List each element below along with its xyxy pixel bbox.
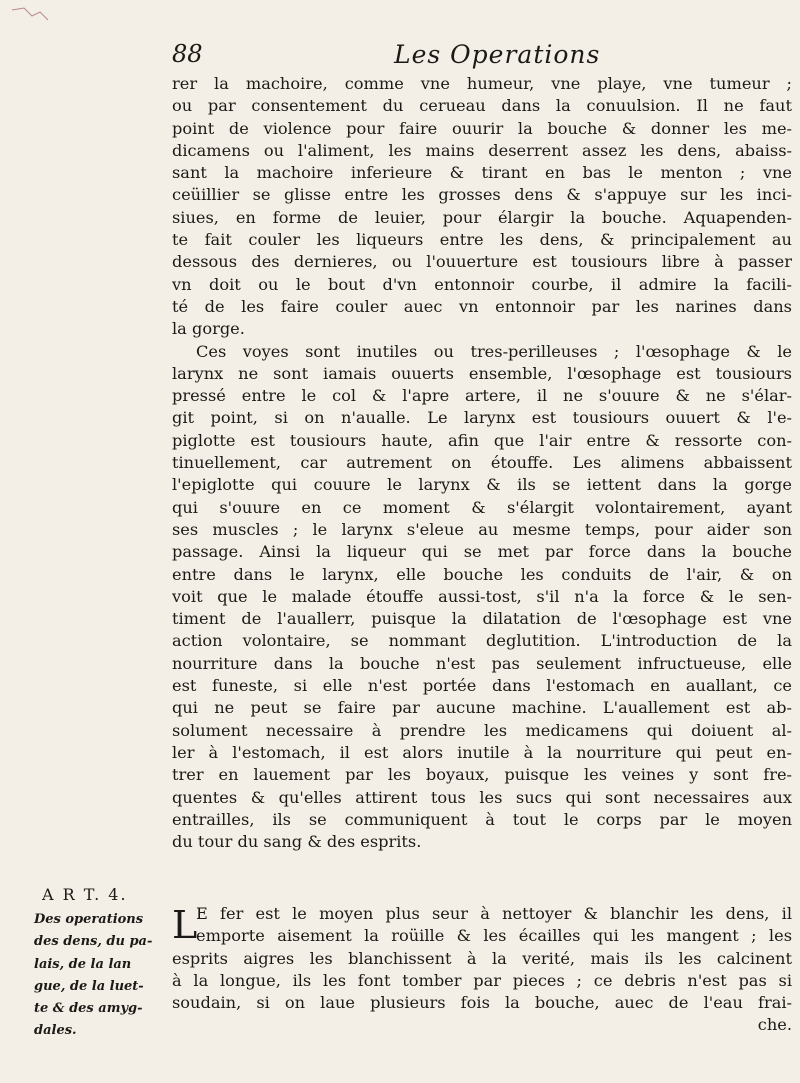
body-text — [172, 73, 792, 853]
article-heading: A R T. 4. — [42, 885, 128, 904]
text-line: qui ne peut se faire par aucune machine. L'auallement est ab- — [172, 698, 792, 718]
margin-note-line: dales. — [34, 1023, 77, 1039]
margin-note — [34, 909, 160, 1043]
text-line: esprits aigres les blanchissent à la verité, mais ils les calcinent — [172, 948, 792, 968]
text-line: ceüillier se glisse entre les grosses dens & s'appuye sur les inci- — [172, 185, 792, 205]
text-line: entre dans le larynx, elle bouche les conduits de l'air, & on — [172, 564, 792, 584]
running-title: Les Operations — [394, 40, 601, 69]
page-header — [172, 40, 792, 74]
margin-note-line: lais, de la lan — [34, 956, 132, 972]
text-line: siues, en forme de leuier, pour élargir la bouche. Aquapenden- — [172, 207, 792, 227]
text-line: rer la machoire, comme vne humeur, vne playe, vne tumeur ; — [172, 74, 792, 93]
text-line: entrailles, ils se communiquent à tout le corps par le moyen — [172, 809, 792, 829]
text-line: action volontaire, se nommant deglutition. L'introduction de la — [172, 631, 792, 651]
text-line: te fait couler les liqueurs entre les dens, & principalement au — [172, 230, 792, 250]
text-line: dicamens ou l'aliment, les mains deserrent assez les dens, abaiss- — [172, 140, 792, 160]
text-line: quentes & qu'elles attirent tous les sucs qui sont necessaires aux — [172, 787, 792, 807]
text-line: nourriture dans la bouche n'est pas seulement infructueuse, elle — [172, 653, 792, 673]
text-line: timent de l'auallerr, puisque la dilatation de l'œsophage est vne — [172, 609, 792, 629]
text-line: té de les faire couler auec vn entonnoir par les narines dans — [172, 296, 792, 316]
text-line: est funeste, si elle n'est portée dans l'estomach en auallant, ce — [172, 676, 792, 696]
text-line: tinuellement, car autrement on étouffe. Les alimens abbaissent — [172, 453, 792, 473]
text-line: la gorge. — [172, 319, 245, 339]
margin-note-line: gue, de la luet- — [34, 978, 144, 994]
text-line: git point, si on n'aualle. Le larynx est tousiours ouuert & l'e- — [172, 408, 792, 428]
text-line: vn doit ou le bout d'vn entonnoir courbe, il admire la facili- — [172, 274, 792, 294]
page-number: 88 — [172, 40, 203, 68]
text-line: du tour du sang & des esprits. — [172, 832, 422, 852]
text-line: voit que le malade étouffe aussi-tost, s'il n'a la force & le sen- — [172, 586, 792, 606]
text-line: l'epiglotte qui couure le larynx & ils se iettent dans la gorge — [172, 475, 792, 495]
text-line: piglotte est tousiours haute, afin que l'air entre & ressorte con- — [172, 430, 792, 450]
text-line: Ces voyes sont inutiles ou tres-perilleuses ; l'œsophage & le — [196, 341, 792, 361]
text-line: passage. Ainsi la liqueur qui se met par force dans la bouche — [172, 542, 792, 562]
text-line: ler à l'estomach, il est alors inutile à la nourriture qui peut en- — [172, 742, 792, 762]
text-line: E fer est le moyen plus seur à nettoyer & blanchir les dens, il — [196, 904, 792, 923]
text-line: point de violence pour faire ouurir la bouche & donner les me- — [172, 118, 792, 138]
text-line: emporte aisement la roüille & les écailles qui les mangent ; les — [196, 926, 792, 946]
text-line: sant la machoire inferieure & tirant en bas le menton ; vne — [172, 163, 792, 183]
ink-stain-mark — [10, 6, 50, 26]
text-line: ou par consentement du cerueau dans la conuulsion. Il ne faut — [172, 96, 792, 116]
drop-cap: L — [172, 903, 198, 947]
text-line: soudain, si on laue plusieurs fois la bouche, auec de l'eau frai- — [172, 993, 792, 1013]
text-line: trer en lauement par les boyaux, puisque les veines y sont fre- — [172, 765, 792, 785]
margin-note-line: des dens, du pa- — [34, 934, 153, 950]
article-text — [172, 903, 792, 1037]
text-line: solument necessaire à prendre les medicamens qui doiuent al- — [172, 720, 792, 740]
margin-note-line: te & des amyg- — [34, 1001, 143, 1017]
text-line: che. — [757, 1015, 792, 1035]
text-line: pressé entre le col & l'apre artere, il ne s'ouure & ne s'élar- — [172, 386, 792, 406]
text-line: qui s'ouure en ce moment & s'élargit volontairement, ayant — [172, 497, 792, 517]
text-line: larynx ne sont iamais ouuerts ensemble, l'œsophage est tousiours — [172, 363, 792, 383]
text-line: à la longue, ils les font tomber par pieces ; ce debris n'est pas si — [172, 970, 792, 990]
text-line: ses muscles ; le larynx s'eleue au mesme temps, pour aider son — [172, 519, 792, 539]
margin-note-line: Des operations — [34, 912, 144, 927]
text-line: dessous des dernieres, ou l'ouuerture est tousiours libre à passer — [172, 252, 792, 272]
